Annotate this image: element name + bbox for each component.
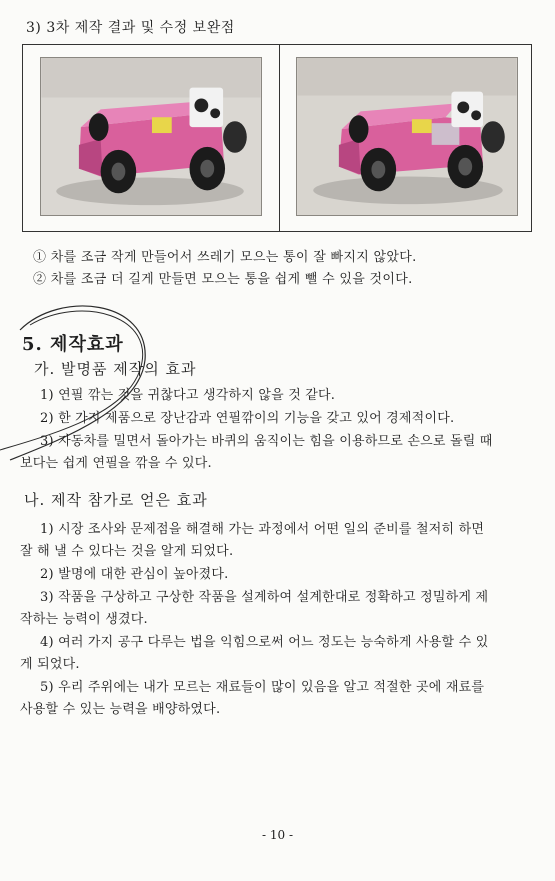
note-1: ① 차를 조금 작게 만들어서 쓰레기 모으는 통이 잘 빠지지 않았다. bbox=[33, 250, 417, 265]
photo-table bbox=[22, 44, 532, 232]
subB-line-4: 3) 작품을 구상하고 구상한 작품을 설계하여 설계한대로 정확하고 정밀하게 제 bbox=[40, 590, 489, 605]
car-photo-left bbox=[40, 57, 262, 216]
subA-line-2: 2) 한 가지 제품으로 장난감과 연필깎이의 기능을 갖고 있어 경제적이다. bbox=[40, 411, 455, 426]
subA-line-1: 1) 연필 깎는 것을 귀찮다고 생각하지 않을 것 같다. bbox=[40, 388, 336, 403]
subB-line-3: 2) 발명에 대한 관심이 높아졌다. bbox=[40, 567, 229, 582]
subB-line-6: 4) 여러 가지 공구 다루는 법을 익힘으로써 어느 정도는 능숙하게 사용할 수 있 bbox=[40, 635, 489, 650]
car-illustration-right bbox=[297, 58, 517, 215]
subsection-a-title: 가. 발명품 제작의 효과 bbox=[34, 360, 197, 378]
car-photo-right bbox=[296, 57, 518, 216]
car-illustration-left bbox=[41, 58, 261, 215]
table-divider bbox=[279, 45, 280, 231]
section-3-title: 3) 3차 제작 결과 및 수정 보완점 bbox=[26, 20, 235, 36]
subB-line-5: 작하는 능력이 생겼다. bbox=[20, 612, 148, 627]
page-number: - 10 - bbox=[261, 828, 293, 842]
subB-line-9: 사용할 수 있는 능력을 배양하였다. bbox=[20, 702, 221, 717]
subB-line-1: 1) 시장 조사와 문제점을 해결해 가는 과정에서 어떤 일의 준비를 철저히 하면 bbox=[40, 522, 485, 537]
subB-line-8: 5) 우리 주위에는 내가 모르는 재료들이 많이 있음을 알고 적절한 곳에 재료를 bbox=[40, 680, 485, 695]
subA-line-4: 보다는 쉽게 연필을 깎을 수 있다. bbox=[20, 456, 212, 471]
section-5-title: 5. 제작효과 bbox=[22, 334, 124, 355]
note-2: ② 차를 조금 더 길게 만들면 모으는 통을 쉽게 뺄 수 있을 것이다. bbox=[33, 272, 413, 287]
subB-line-2: 잘 해 낼 수 있다는 것을 알게 되었다. bbox=[20, 544, 234, 559]
subA-line-3: 3) 자동차를 밀면서 돌아가는 바퀴의 움직이는 힘을 이용하므로 손으로 돌릴 때 bbox=[40, 434, 493, 449]
subB-line-7: 게 되었다. bbox=[20, 657, 80, 672]
subsection-b-title: 나. 제작 참가로 얻은 효과 bbox=[24, 491, 208, 509]
